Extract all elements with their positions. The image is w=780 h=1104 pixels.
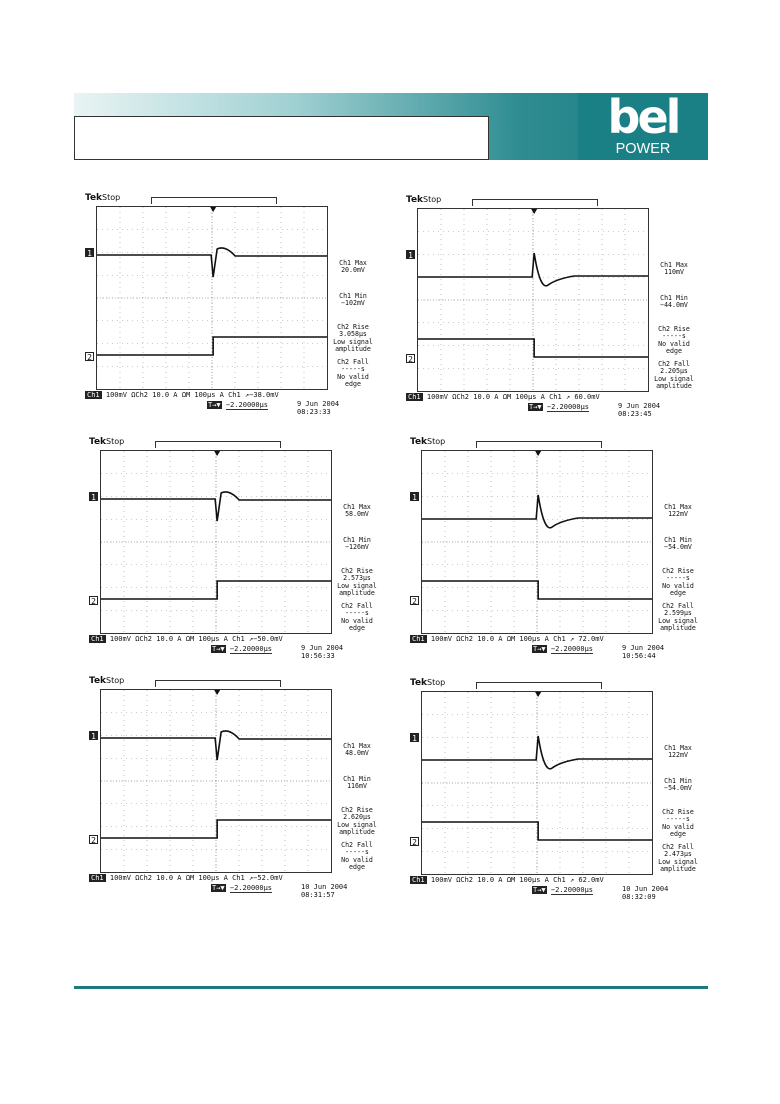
trigger-point-marker xyxy=(210,207,216,212)
tek-logo: Tek xyxy=(85,193,103,203)
capture-date: 9 Jun 2004 xyxy=(297,400,340,408)
acquisition-state: Stop xyxy=(427,678,446,687)
ch2-rise-readout: Ch2 Rise -----s No valid edge xyxy=(658,325,690,356)
scope-top-bar xyxy=(85,192,325,206)
record-bar xyxy=(476,441,602,448)
capture-date: 10 Jun 2004 xyxy=(622,885,669,893)
record-bar xyxy=(155,680,281,687)
capture-date: 9 Jun 2004 xyxy=(618,402,661,410)
trigger-offset-value: −2.20000μs xyxy=(229,884,273,892)
record-bar xyxy=(476,682,602,689)
scope-status-bar xyxy=(410,875,654,885)
ch1-max-readout: Ch1 Max 20.0mV xyxy=(339,259,367,275)
ch2-marker: 2 xyxy=(410,837,419,846)
status-channel: Ch1 xyxy=(412,876,425,884)
ch1-min-readout: Ch1 Min −54.0mV xyxy=(664,536,692,552)
capture-timestamp xyxy=(301,883,347,899)
scope-capture-3 xyxy=(89,436,379,668)
ch1-marker: 1 xyxy=(410,733,419,742)
ch1-marker: 1 xyxy=(406,250,415,259)
ch1-marker: 1 xyxy=(89,731,98,740)
ch1-max-readout: Ch1 Max 110mV xyxy=(660,261,688,277)
status-settings: 100mV ΩCh2 10.0 A ΩM 100μs A Ch1 ↗−50.0mV xyxy=(109,635,283,643)
ch1-marker: 1 xyxy=(89,492,98,501)
trigger-offset xyxy=(532,645,593,654)
ch2-marker: 2 xyxy=(85,352,94,361)
ch1-trace xyxy=(422,495,652,528)
logo-subtitle: POWER PRODUCTS xyxy=(602,141,684,175)
brand-logo xyxy=(578,90,708,175)
trigger-marker: T→▼ xyxy=(533,645,546,653)
capture-date: 9 Jun 2004 xyxy=(622,644,665,652)
trigger-offset xyxy=(211,645,272,654)
waveform-graticule xyxy=(101,451,331,633)
tek-logo: Tek xyxy=(410,678,428,688)
capture-timestamp xyxy=(622,885,668,901)
status-settings: 100mV ΩCh2 10.0 A ΩM 100μs A Ch1 ↗ 60.0mV xyxy=(426,393,600,401)
footer-rule xyxy=(74,986,708,989)
trigger-marker: T→▼ xyxy=(529,403,542,411)
capture-timestamp xyxy=(618,402,660,418)
waveform-plot xyxy=(100,450,332,634)
ch2-fall-readout: Ch2 Fall -----s No valid edge xyxy=(341,841,373,872)
trigger-marker: T→▼ xyxy=(212,884,225,892)
scope-status-bar xyxy=(410,634,654,644)
trigger-point-marker xyxy=(535,451,541,456)
acquisition-state: Stop xyxy=(106,437,125,446)
scope-capture-2 xyxy=(406,194,696,426)
status-settings: 100mV ΩCh2 10.0 A ΩM 100μs A Ch1 ↗ 72.0mV xyxy=(430,635,604,643)
scope-status-bar xyxy=(89,634,333,644)
trigger-point-marker xyxy=(214,690,220,695)
ch1-min-readout: Ch1 Min −54.0mV xyxy=(664,777,692,793)
tek-logo: Tek xyxy=(406,195,424,205)
scope-top-bar xyxy=(410,436,650,450)
scope-capture-1 xyxy=(85,192,375,424)
record-bar xyxy=(155,441,281,448)
tek-logo: Tek xyxy=(410,437,428,447)
status-channel: Ch1 xyxy=(91,635,104,643)
trigger-point-marker xyxy=(531,209,537,214)
trigger-offset-value: −2.20000μs xyxy=(550,645,594,653)
capture-date: 9 Jun 2004 xyxy=(301,644,344,652)
capture-timestamp xyxy=(622,644,664,660)
logo-mark: bel xyxy=(607,90,679,144)
capture-timestamp xyxy=(297,400,339,416)
status-channel: Ch1 xyxy=(91,874,104,882)
status-channel: Ch1 xyxy=(87,391,100,399)
capture-time: 08:31:57 xyxy=(301,891,335,899)
trigger-offset xyxy=(528,403,589,412)
acquisition-state: Stop xyxy=(102,193,121,202)
ch2-marker: 2 xyxy=(89,835,98,844)
ch1-min-readout: Ch1 Min 116mV xyxy=(343,775,371,791)
waveform-graticule xyxy=(97,207,327,389)
scope-top-bar xyxy=(89,675,329,689)
ch1-max-readout: Ch1 Max 122mV xyxy=(664,744,692,760)
ch1-marker: 1 xyxy=(85,248,94,257)
scope-status-bar xyxy=(406,392,650,402)
ch1-trace xyxy=(422,736,652,769)
acquisition-state: Stop xyxy=(423,195,442,204)
capture-time: 08:32:09 xyxy=(622,893,656,901)
trigger-offset-value: −2.20000μs xyxy=(546,403,590,411)
capture-time: 08:23:33 xyxy=(297,408,331,416)
ch1-max-readout: Ch1 Max 58.0mV xyxy=(343,503,371,519)
ch1-trace xyxy=(418,253,648,286)
ch2-fall-readout: Ch2 Fall 2.205μs Low signal amplitude xyxy=(654,360,694,391)
ch2-fall-readout: Ch2 Fall -----s No valid edge xyxy=(341,602,373,633)
scope-top-bar xyxy=(89,436,329,450)
status-channel: Ch1 xyxy=(412,635,425,643)
ch1-max-readout: Ch1 Max 122mV xyxy=(664,503,692,519)
title-box xyxy=(74,116,489,160)
ch1-max-readout: Ch1 Max 48.0mV xyxy=(343,742,371,758)
capture-date: 10 Jun 2004 xyxy=(301,883,348,891)
ch2-fall-readout: Ch2 Fall 2.473μs Low signal amplitude xyxy=(658,843,698,874)
status-settings: 100mV ΩCh2 10.0 A ΩM 100μs A Ch1 ↗−52.0mV xyxy=(109,874,283,882)
waveform-plot xyxy=(421,691,653,875)
ch2-rise-readout: Ch2 Rise -----s No valid edge xyxy=(662,808,694,839)
ch2-marker: 2 xyxy=(89,596,98,605)
trigger-point-marker xyxy=(535,692,541,697)
ch1-min-readout: Ch1 Min −102mV xyxy=(339,292,367,308)
ch2-marker: 2 xyxy=(406,354,415,363)
trigger-offset-value: −2.20000μs xyxy=(229,645,273,653)
ch2-marker: 2 xyxy=(410,596,419,605)
waveform-plot xyxy=(421,450,653,634)
scope-capture-6 xyxy=(410,677,700,909)
ch2-rise-readout: Ch2 Rise 3.058μs Low signal amplitude xyxy=(333,323,373,354)
scope-capture-4 xyxy=(410,436,700,668)
scope-status-bar xyxy=(89,873,333,883)
scope-status-bar xyxy=(85,390,329,400)
scope-capture-5 xyxy=(89,675,379,907)
waveform-graticule xyxy=(418,209,648,391)
ch1-min-readout: Ch1 Min −126mV xyxy=(343,536,371,552)
status-channel: Ch1 xyxy=(408,393,421,401)
trigger-marker: T→▼ xyxy=(212,645,225,653)
waveform-plot xyxy=(417,208,649,392)
trigger-offset-value: −2.20000μs xyxy=(550,886,594,894)
waveform-plot xyxy=(100,689,332,873)
acquisition-state: Stop xyxy=(427,437,446,446)
waveform-graticule xyxy=(422,692,652,874)
status-settings: 100mV ΩCh2 10.0 A ΩM 100μs A Ch1 ↗ 62.0mV xyxy=(430,876,604,884)
capture-timestamp xyxy=(301,644,343,660)
ch1-min-readout: Ch1 Min −44.0mV xyxy=(660,294,688,310)
trigger-offset-value: −2.20000μs xyxy=(225,401,269,409)
trigger-marker: T→▼ xyxy=(208,401,221,409)
waveform-graticule xyxy=(101,690,331,872)
trigger-marker: T→▼ xyxy=(533,886,546,894)
ch1-marker: 1 xyxy=(410,492,419,501)
ch2-rise-readout: Ch2 Rise 2.573μs Low signal amplitude xyxy=(337,567,377,598)
ch2-rise-readout: Ch2 Rise -----s No valid edge xyxy=(662,567,694,598)
trigger-offset xyxy=(532,886,593,895)
ch2-rise-readout: Ch2 Rise 2.620μs Low signal amplitude xyxy=(337,806,377,837)
tek-logo: Tek xyxy=(89,437,107,447)
status-settings: 100mV ΩCh2 10.0 A ΩM 100μs A Ch1 ↗−38.0mV xyxy=(105,391,279,399)
record-bar xyxy=(472,199,598,206)
acquisition-state: Stop xyxy=(106,676,125,685)
scope-top-bar xyxy=(410,677,650,691)
capture-time: 08:23:45 xyxy=(618,410,652,418)
ch2-fall-readout: Ch2 Fall -----s No valid edge xyxy=(337,358,369,389)
trigger-offset xyxy=(211,884,272,893)
trigger-point-marker xyxy=(214,451,220,456)
trigger-offset xyxy=(207,401,268,410)
capture-time: 10:56:33 xyxy=(301,652,335,660)
waveform-graticule xyxy=(422,451,652,633)
scope-top-bar xyxy=(406,194,646,208)
tek-logo: Tek xyxy=(89,676,107,686)
ch2-fall-readout: Ch2 Fall 2.599μs Low signal amplitude xyxy=(658,602,698,633)
capture-time: 10:56:44 xyxy=(622,652,656,660)
record-bar xyxy=(151,197,277,204)
waveform-plot xyxy=(96,206,328,390)
